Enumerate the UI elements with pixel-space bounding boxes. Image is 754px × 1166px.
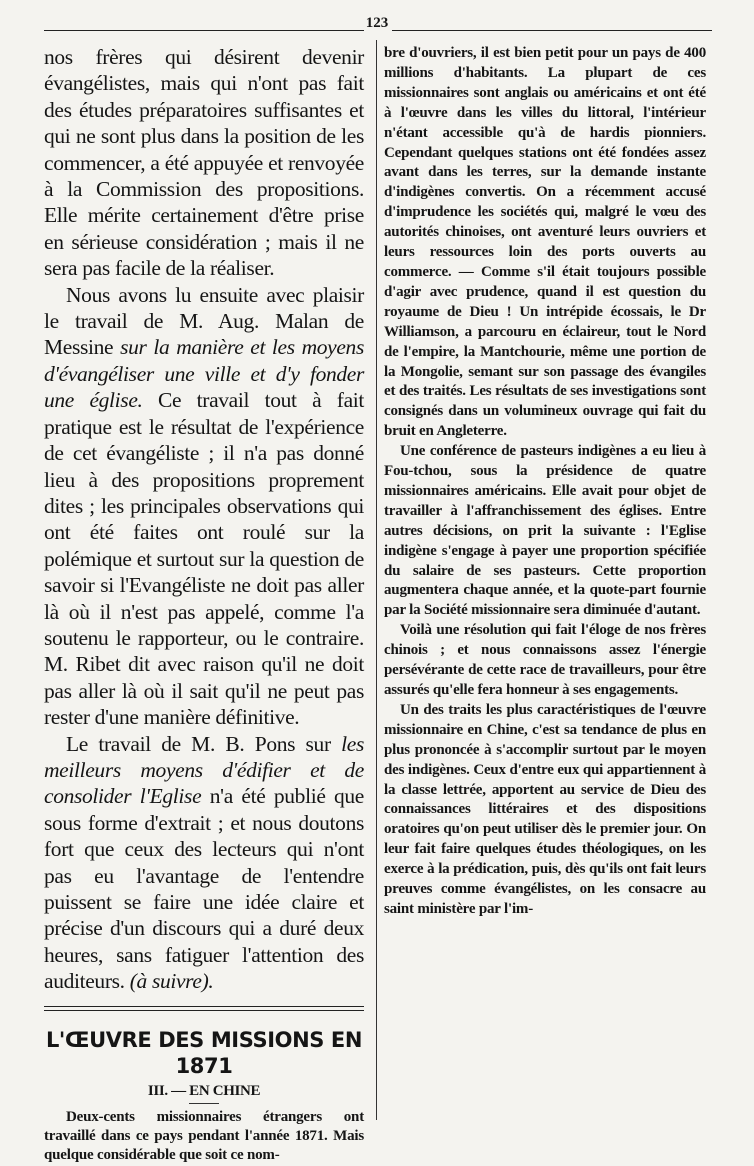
header-rule-right: [392, 30, 712, 31]
page-number: 123: [365, 15, 389, 31]
header-rule-left: [44, 30, 364, 31]
section-paragraph: Deux-cents missionnaires étrangers ont travaillé dans ce pays pendant l'année 1871. Mais quelque considérable que soit ce nom-: [44, 1108, 364, 1164]
section-rule-top: [44, 1006, 364, 1007]
right-column: [384, 44, 706, 920]
section-title: L'ŒUVRE DES MISSIONS EN 1871: [45, 1027, 363, 1078]
left-paragraph-3-italic: les meilleurs moyens d'édifier et de consolider l'Eglise: [44, 731, 364, 809]
right-paragraph-1: bre d'ouvriers, il est bien petit pour un pays de 400 millions d'habitants. La plupart de ces missionnaires sont anglais ou américains et ont été à l'œuvre dans les villes du littoral, l'intérieur n'étant accessible qu'à de hardis pionniers. Cependant quelques stations ont été fondées assez avant dans les terres, sur la demande instante d'indigènes convertis. On a récemment accusé d'imprudence les sociétés qui, malgré le vœu des autorités chinoises, ont aventuré leurs ouvriers et leurs ressources loin des ports ouverts au commerce. — Comme s'il était toujours possible d'agir avec prudence, quand il est question du royaume de Dieu ! Un intrépide écossais, le Dr Williamson, a parcouru en éclaireur, tout le Nord de l'empire, la Mantchourie, même une portion de la Mongolie, semant sur son passage des évangiles et des traités. Les résultats de ses investigations sont consignés dans un volumineux ouvrage qui fait du bruit en Angleterre.: [384, 45, 706, 440]
a-suivre-note: (à suivre).: [129, 969, 214, 994]
left-paragraph-2: [44, 282, 364, 731]
left-paragraph-2-text-b: Ce travail tout à fait pratique est le résultat de l'expérience de cet évangéliste ; il n'a pas donné lieu à des propositions proprement dites ; les principales observations qui ont été faites ont roulé sur la polémique et surtout sur la question de savoir si l'Evangéliste ne doit pas aller là où il n'est pas appelé, comme l'a soutenu le rapporteur, ou le contraire. M. Ribet dit avec raison qu'il ne doit pas aller là où il sait qu'il ne peut pas rester d'une manière définitive.: [44, 388, 365, 730]
left-paragraph-3-text-a: Le travail de M. B. Pons sur: [66, 731, 342, 756]
left-paragraph-3-text-b: n'a été publié que sous forme d'extrait ; et nous doutons fort que ceux des lecteurs qui n'ont pas eu l'avantage de l'entendre puissent se faire une idée claire et précise d'un discours qui a duré deux heures, sans fatiguer l'attention des auditeurs.: [44, 784, 365, 994]
section-subtitle: III. — EN CHINE: [147, 1082, 261, 1099]
left-paragraph-3: [44, 731, 364, 995]
column-divider: [376, 40, 377, 1120]
left-paragraph-2-italic: sur la manière et les moyens d'évangéliser une ville et d'y fonder une église.: [44, 335, 364, 413]
right-paragraph-4: Un des traits les plus caractéristiques de l'œuvre missionnaire en Chine, c'est sa tendance de plus en plus prononcée à s'accomplir surtout par le moyen des indigènes. Ceux d'entre eux qui appartiennent à la classe lettrée, apportent au service de Dieu des connaissances littéraires et des dispositions oratoires qu'on peut utiliser dès le premier jour. On leur fait faire quelques études théologiques, on les exerce à la prédication, puis, dès qu'ils ont fait leurs preuves comme évangélistes, on les consacre au saint ministère par l'im-: [384, 701, 706, 917]
right-paragraph-3: Voilà une résolution qui fait l'éloge de nos frères chinois ; et nous connaissons assez l'énergie persévérante de cette race de travailleurs, pour être assurés qu'elle fera honneur à ses engagements.: [384, 622, 706, 698]
left-paragraph-1: nos frères qui désirent devenir évangélistes, mais qui n'ont pas fait des études préparatoires suffisantes et qui ne sont plus dans la position de les commencer, a été appuyée et renvoyée à la Commission des propositions. Elle mérite certainement d'être prise en sérieuse considération ; mais il ne sera pas facile de la réaliser.: [44, 45, 364, 281]
right-paragraph-2: Une conférence de pasteurs indigènes a eu lieu à Fou-tchou, sous la présidence de quatre missionnaires américains. Elle avait pour objet de travailler à l'affranchissement des églises. Entre autres décisions, on prit la suivante : l'Eglise indigène s'engage à payer une proportion spécifiée du salaire de ses pasteurs. Cette proportion augmentera chaque année, et la quote-part fournie par la Société missionnaire sera diminuée d'autant.: [384, 443, 706, 619]
section-rule-bottom: [44, 1010, 364, 1011]
left-column: [44, 44, 364, 1166]
left-paragraph-2-text-a: Nous avons lu ensuite avec plaisir le travail de M. Aug. Malan de Messine: [44, 282, 364, 360]
small-divider: [189, 1103, 219, 1104]
